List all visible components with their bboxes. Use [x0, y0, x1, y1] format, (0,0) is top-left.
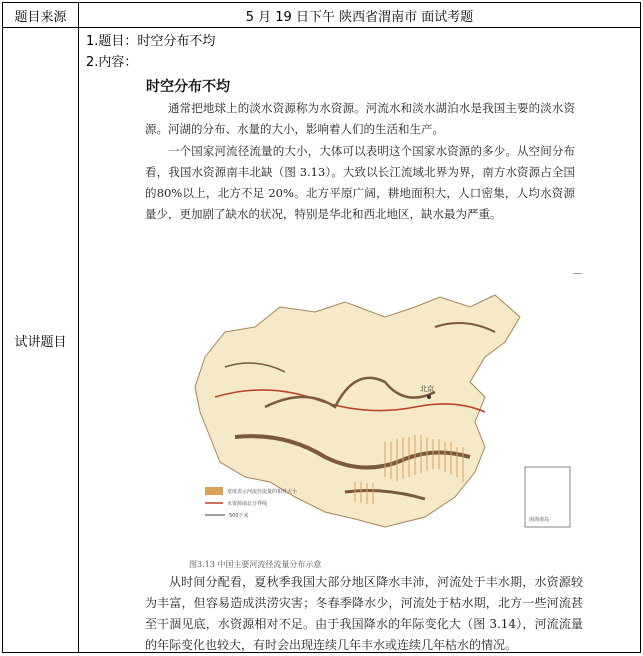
- beijing-label: 北京: [420, 385, 434, 393]
- china-runoff-map: [185, 287, 575, 537]
- header-exam-info: 5 月 19 日下午 陕西省渭南市 面试考题: [79, 3, 641, 28]
- svg-text:500千米: 500千米: [229, 513, 249, 519]
- svg-text:水资源南北分界线: 水资源南北分界线: [227, 501, 268, 507]
- header-source-label: 题目来源: [3, 3, 79, 28]
- textbook-paragraph-1: 通常把地球上的淡水资源称为水资源。河流水和淡水湖泊水是我国主要的淡水资源。河湖的分布、水量的大小，影响着人们的生活和生产。: [145, 101, 575, 136]
- textbook-title: 时空分布不均: [146, 79, 230, 95]
- content-line: 2.内容：: [86, 55, 138, 70]
- textbook-paragraph-3: 从时间分配看，夏秋季我国大部分地区降水丰沛，河流处于丰水期，水资源较为丰富，但容易造成洪涝灾害；冬春季降水少，河流处于枯水期，北方一些河流甚至干涸见底，水资源相对不足。由于我国降水的年际变化大（图 3.14），河流流量的年际变化也较大，有时会出现连续几年丰水或连续几年枯水的情况。: [145, 575, 583, 652]
- svg-text:宽度表示河流径流量的相对大小: 宽度表示河流径流量的相对大小: [227, 489, 298, 495]
- content-cell: [79, 28, 641, 653]
- textbook-paragraph-2: 一个国家河流径流量的大小，大体可以表明这个国家水资源的多少。从空间分布看，我国水资源南丰北缺（图 3.13）。大致以长江流域北界为界，南方水资源占全国的80%以上，北方不足 20%。北方平原广阔，耕地面积大，人口密集，人均水资源量少，更加剧了缺水的状况，特别是华北和西北地区，缺水最为严重。: [145, 144, 575, 221]
- map-svg: [185, 287, 575, 537]
- map-legend: [205, 487, 298, 519]
- row-label-lecture-topic: 试讲题目: [3, 28, 79, 653]
- map-caption: 图3.13 中国主要河流径流量分布示意: [189, 560, 322, 569]
- topic-line: 1.题目：时空分布不均: [86, 34, 216, 49]
- inset-label: 南海诸岛: [529, 517, 550, 523]
- beijing-marker: [427, 395, 431, 399]
- exam-table: [2, 2, 641, 653]
- scan-mark: —: [573, 269, 582, 279]
